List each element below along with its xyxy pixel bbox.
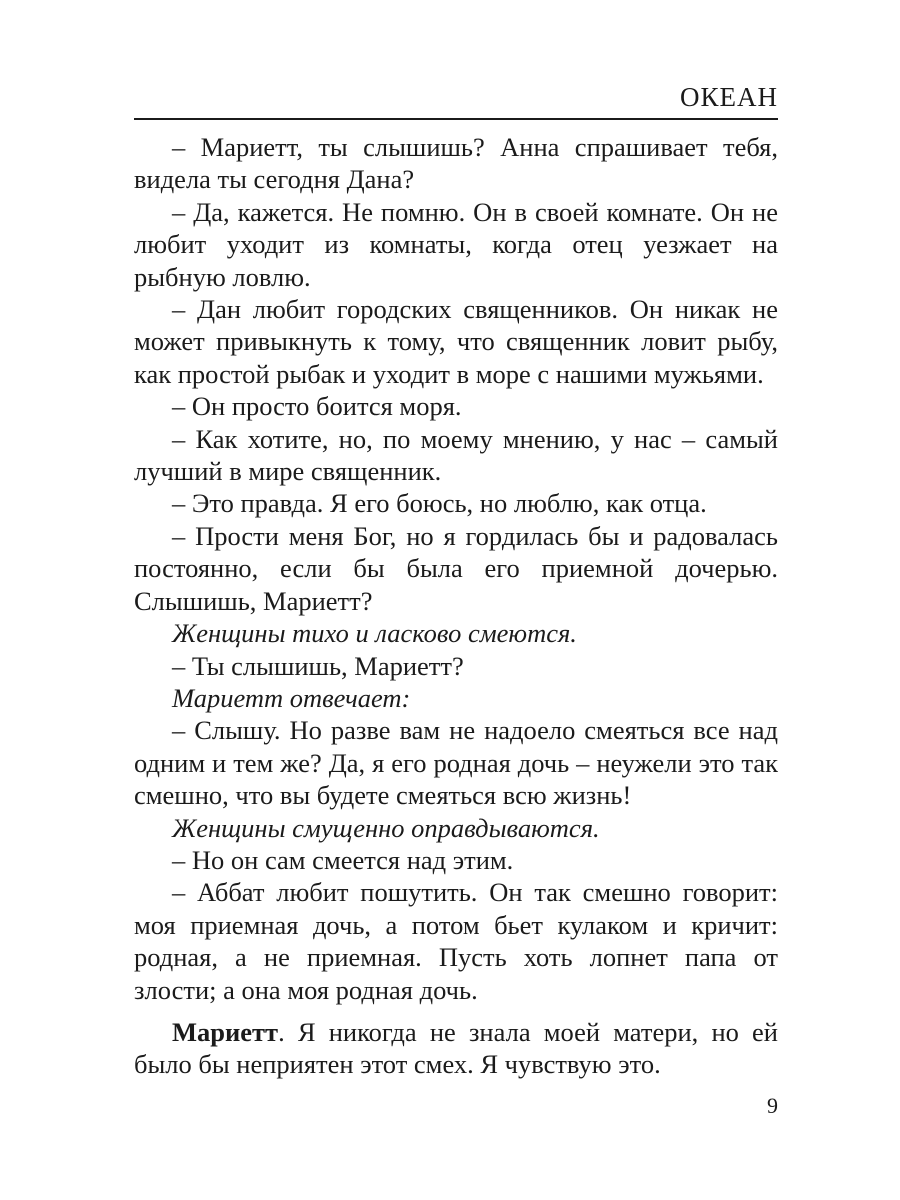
speaker-line: . Я никогда не знала моей матери, но ей было бы неприятен этот смех. Я чувствую это. [134, 1016, 778, 1080]
page-number: 9 [767, 1093, 778, 1118]
paragraph: – Это правда. Я его боюсь, но люблю, как отца. [172, 488, 707, 519]
paragraph: – Да, кажется. Не помню. Он в своей комнате. Он не любит уходит из комнаты, когда отец уезжает на рыбную ловлю. [134, 196, 778, 292]
paragraph: – Но он сам смеется над этим. [172, 844, 514, 875]
header-rule [134, 118, 778, 120]
speaker-paragraph [134, 1016, 778, 1081]
stage-direction: Женщины смущенно оправдываются. [172, 812, 600, 843]
body-text [134, 131, 778, 1081]
stage-direction: Мариетт отвечает: [172, 682, 411, 713]
paragraph: – Ты слышишь, Мариетт? [172, 650, 464, 681]
paragraph: – Дан любит городских священников. Он никак не может привыкнуть к тому, что священник ловит рыбу, как простой рыбак и уходит в море с нашими мужьями. [134, 294, 778, 389]
running-header: ОКЕАН [680, 82, 778, 112]
paragraph: – Слышу. Но разве вам не надоело смеяться все над одним и тем же? Да, я его родная дочь – неужели это так смешно, что вы будете смеяться всю жизнь! [134, 715, 778, 811]
stage-direction: Женщины тихо и ласково смеются. [172, 618, 577, 649]
paragraph: – Он просто боится моря. [172, 391, 462, 422]
paragraph: – Как хотите, но, по моему мнению, у нас – самый лучший в мире священник. [134, 423, 778, 487]
paragraph: – Аббат любит пошутить. Он так смешно говорит: моя приемная дочь, а потом бьет кулаком и кричит: родная, а не приемная. Пусть хоть лопнет папа от злости; а она моя родная дочь. [134, 877, 778, 1005]
speaker-name: Мариетт [172, 1016, 279, 1047]
paragraph: – Мариетт, ты слышишь? Анна спрашивает тебя, видела ты сегодня Дана? [134, 132, 778, 195]
paragraph: – Прости меня Бог, но я гордилась бы и радовалась постоянно, если бы была его приемной дочерью. Слышишь, Мариетт? [134, 520, 778, 616]
